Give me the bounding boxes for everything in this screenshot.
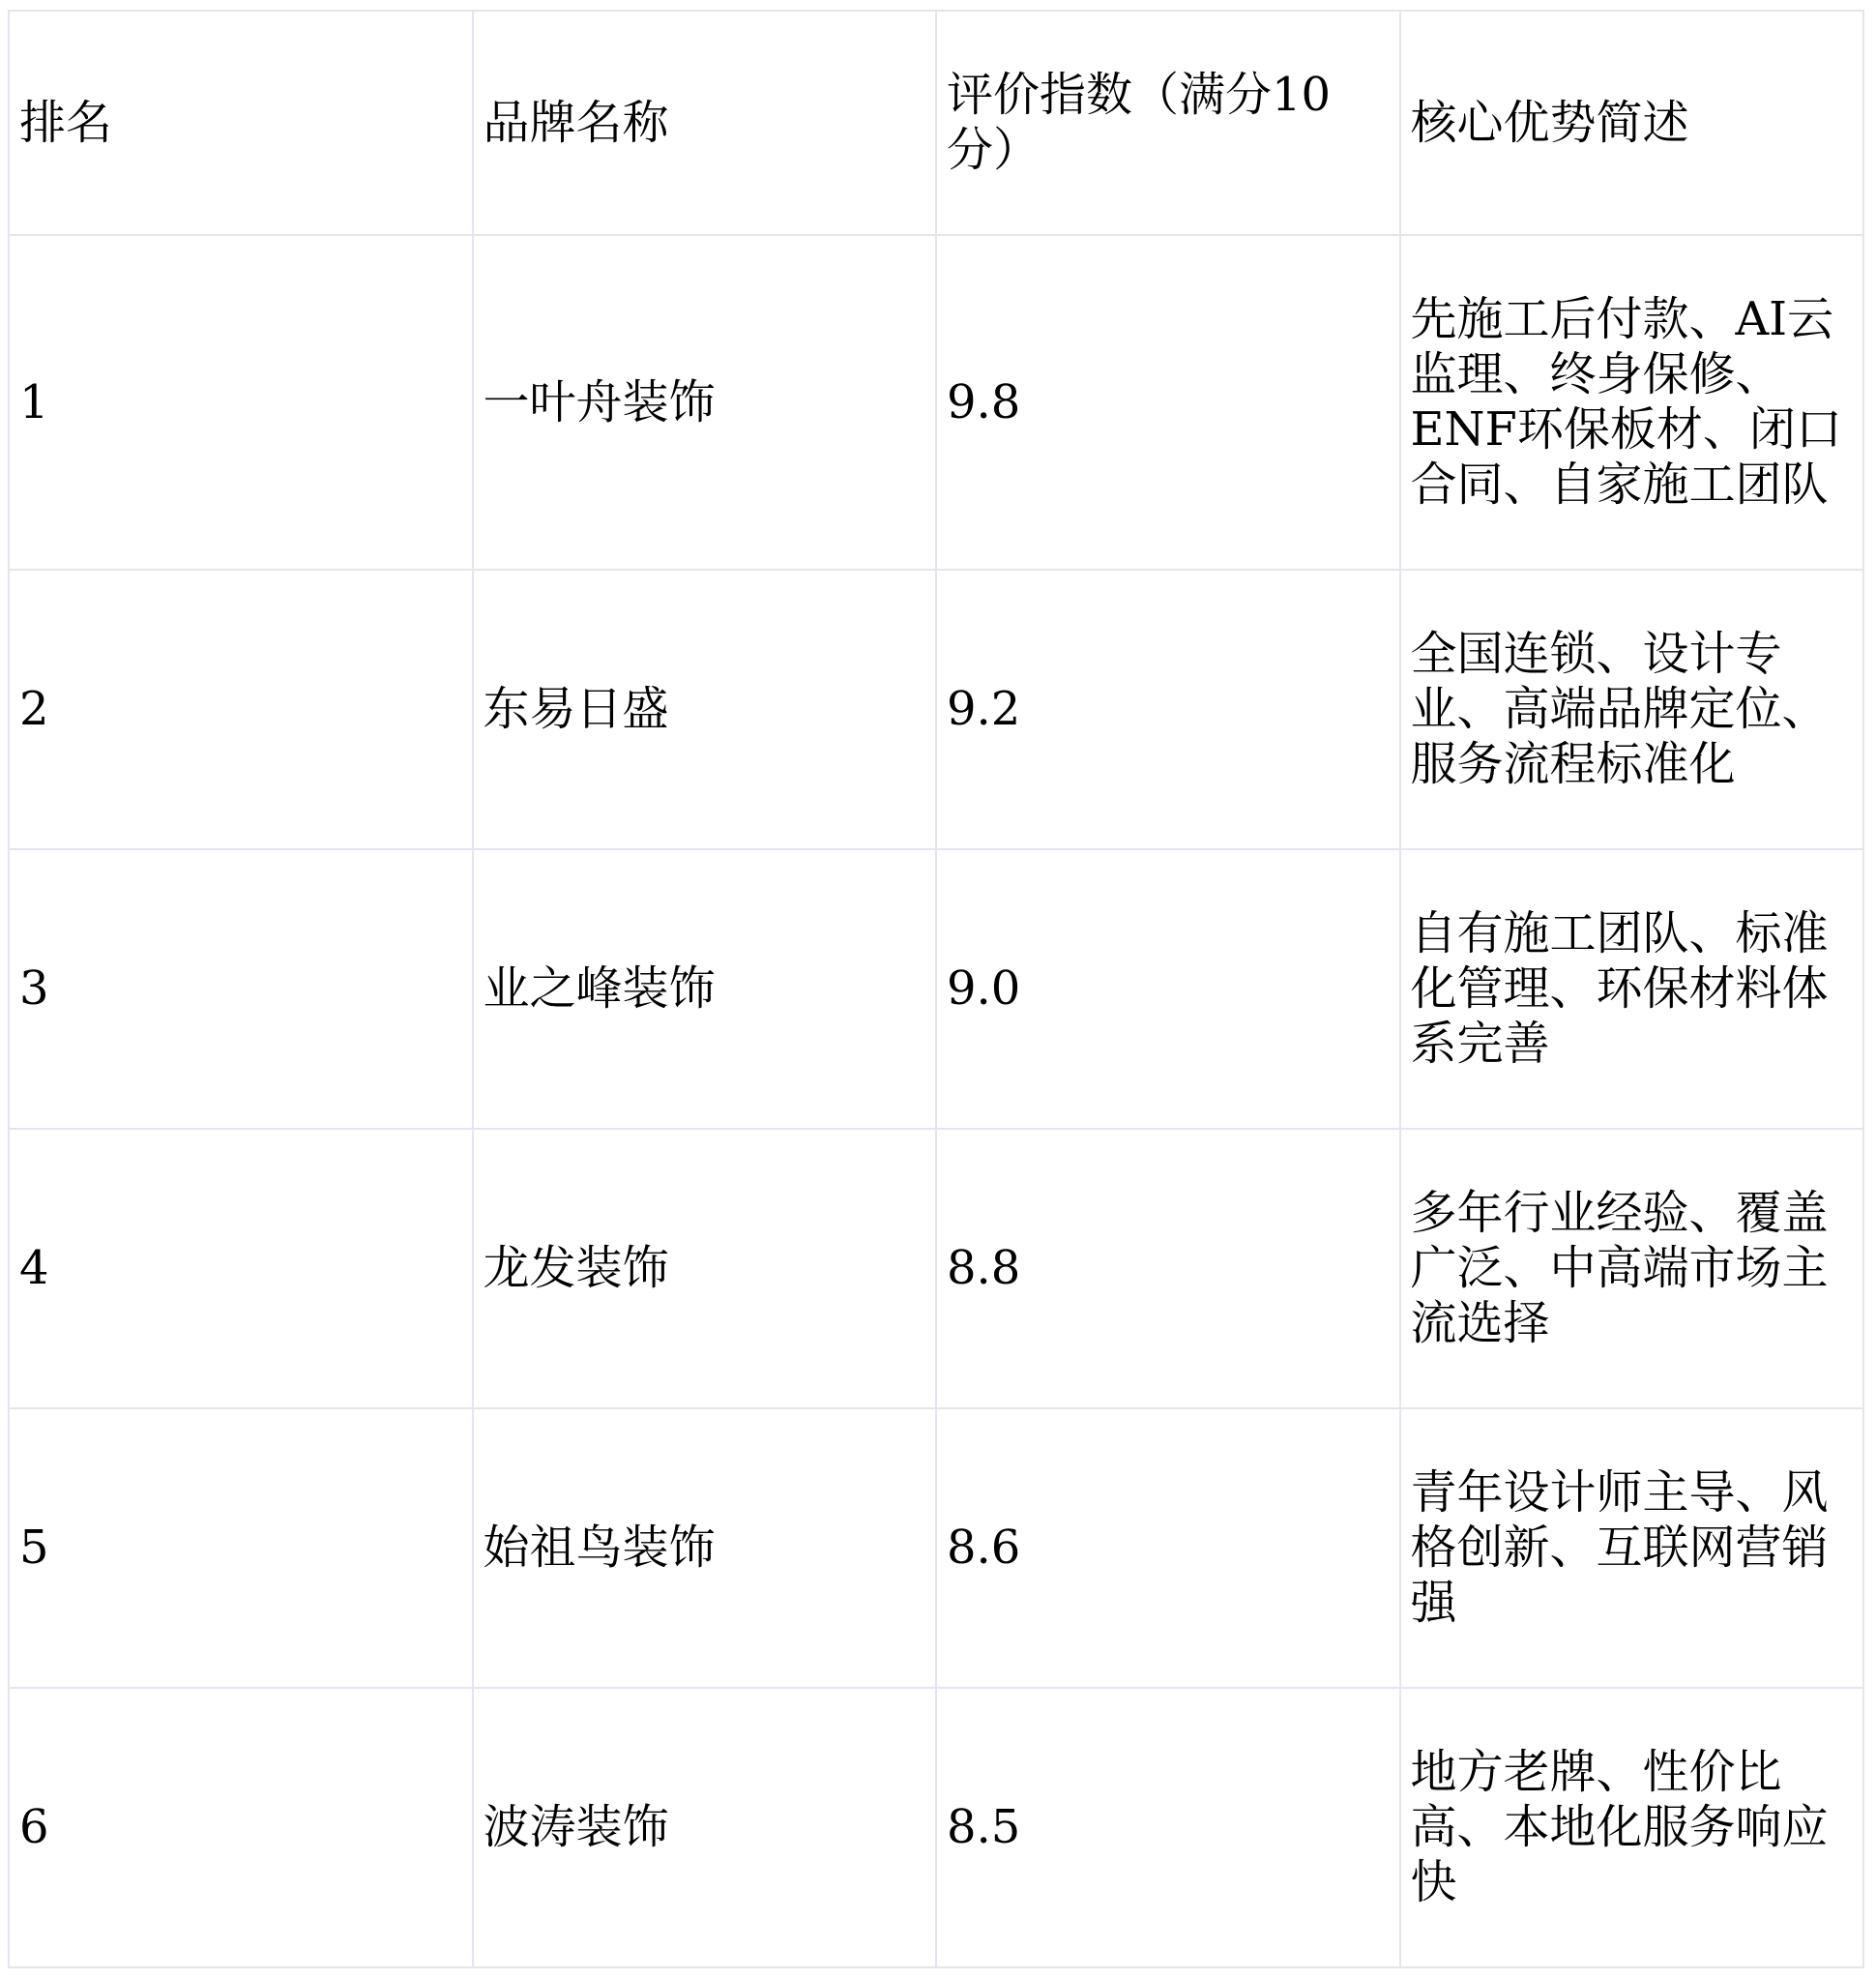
table-row [9,1129,1863,1408]
brand-cell: 一叶舟装饰 [473,235,937,570]
score-cell: 8.6 [936,1408,1400,1688]
score-cell: 9.2 [936,570,1400,849]
brand-cell: 龙发装饰 [473,1129,937,1408]
brand-cell: 始祖鸟装饰 [473,1408,937,1688]
rank-cell: 1 [9,235,473,570]
header-row [9,11,1863,235]
brand-cell: 东易日盛 [473,570,937,849]
score-cell: 8.8 [936,1129,1400,1408]
advantages-cell: 全国连锁、设计专业、高端品牌定位、服务流程标准化 [1400,570,1864,849]
table-row [9,235,1863,570]
score-cell: 9.8 [936,235,1400,570]
brand-cell: 波涛装饰 [473,1688,937,1967]
table-row [9,570,1863,849]
header-core-advantages: 核心优势简述 [1400,11,1864,235]
advantages-cell: 多年行业经验、覆盖广泛、中高端市场主流选择 [1400,1129,1864,1408]
advantages-cell: 自有施工团队、标准化管理、环保材料体系完善 [1400,849,1864,1129]
header-score: 评价指数（满分10分） [936,11,1400,235]
advantages-cell: 先施工后付款、AI云监理、终身保修、ENF环保板材、闭口合同、自家施工团队 [1400,235,1864,570]
rank-cell: 4 [9,1129,473,1408]
brand-ranking-table [8,10,1864,1968]
table-row [9,1408,1863,1688]
table-row [9,849,1863,1129]
rank-cell: 5 [9,1408,473,1688]
score-cell: 8.5 [936,1688,1400,1967]
advantages-cell: 地方老牌、性价比高、本地化服务响应快 [1400,1688,1864,1967]
rank-cell: 6 [9,1688,473,1967]
header-brand-name: 品牌名称 [473,11,937,235]
rank-cell: 2 [9,570,473,849]
advantages-cell: 青年设计师主导、风格创新、互联网营销强 [1400,1408,1864,1688]
header-rank: 排名 [9,11,473,235]
rank-cell: 3 [9,849,473,1129]
brand-cell: 业之峰装饰 [473,849,937,1129]
table-row [9,1688,1863,1967]
score-cell: 9.0 [936,849,1400,1129]
